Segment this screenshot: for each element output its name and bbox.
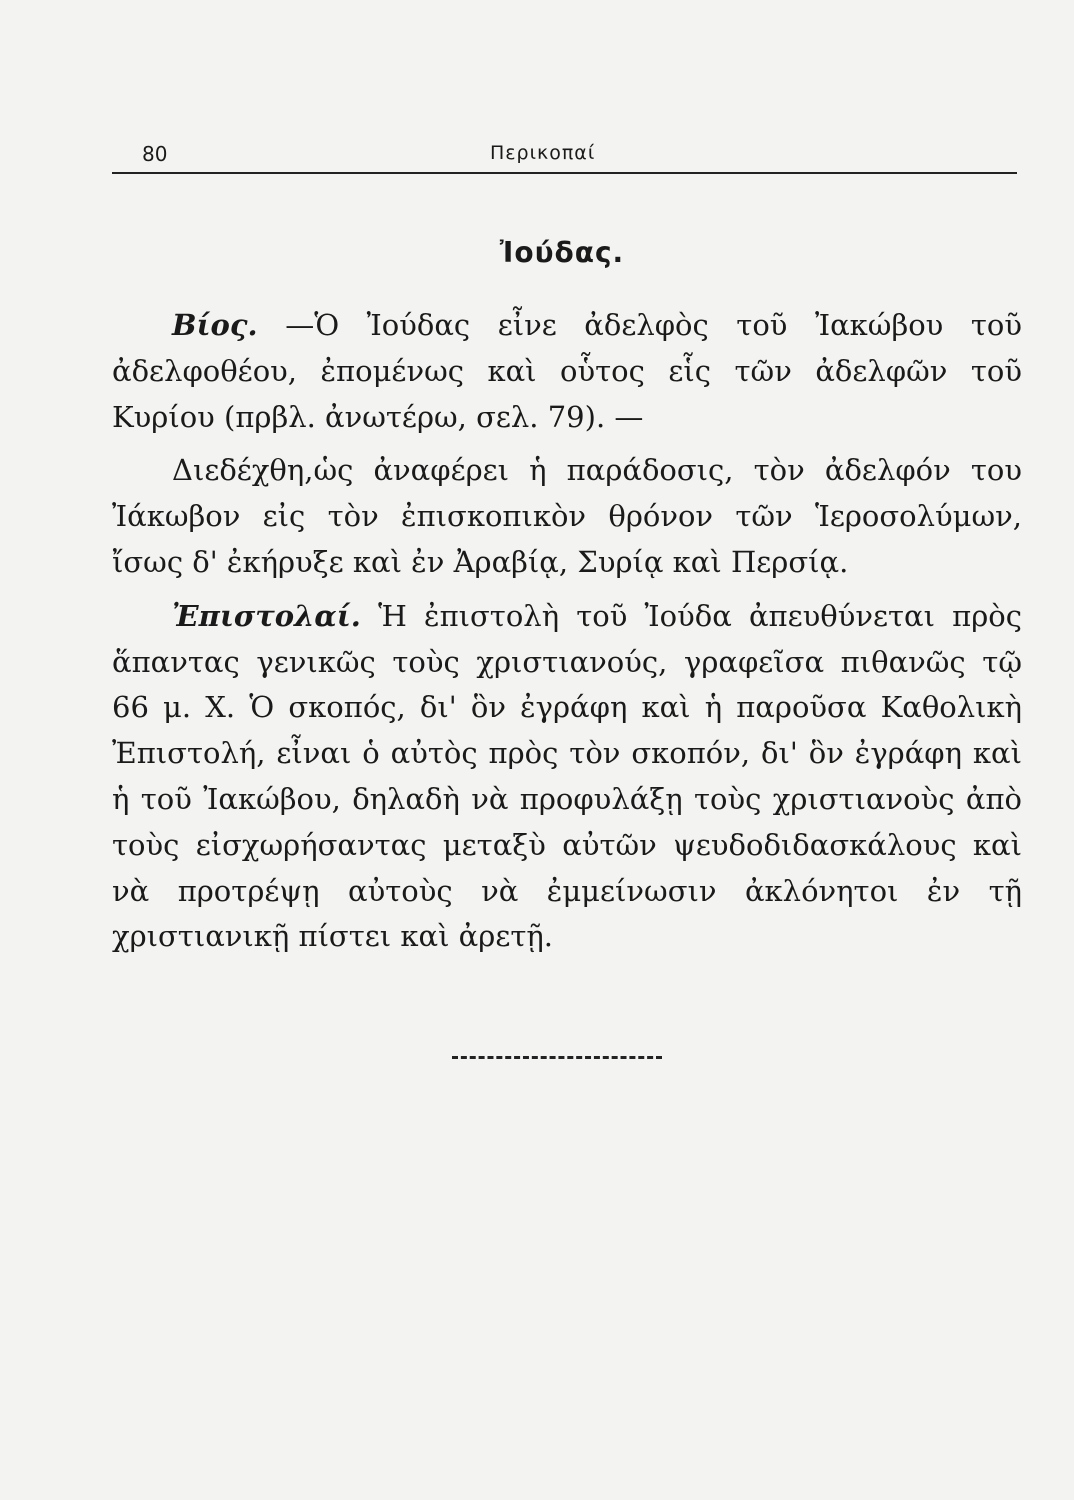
header-rule — [112, 172, 1017, 174]
paragraph-lead-in: Ἐπιστολαί. — [172, 598, 361, 633]
body-text — [112, 303, 1022, 960]
page-number: 80 — [142, 142, 168, 166]
paragraph-text: Ἡ ἐπιστολὴ τοῦ Ἰούδα ἀπευθύνεται πρὸς ἅπαντας γενικῶς τοὺς χριστιανούς, γραφεῖσα πιθανῶς τῷ 66 μ. Χ. Ὁ σκοπός, δι' ὃν ἐγράφη καὶ ἡ παροῦσα Καθολικὴ Ἐπιστολή, εἶναι ὁ αὐτὸς πρὸς τὸν σκοπόν, δι' ὃν ἐγράφη καὶ ἡ τοῦ Ἰακώβου, δηλαδὴ νὰ προφυλάξῃ τοὺς χριστιανοὺς ἀπὸ τοὺς εἰσχωρήσαντας μεταξὺ αὐτῶν ψευδοδιδασκάλους καὶ νὰ προτρέψῃ αὐτοὺς νὰ ἐμμείνωσιν ἀκλόνητοι ἐν τῇ χριστιανικῇ πίστει καὶ ἀρετῇ. — [112, 598, 1022, 954]
end-ornament-rule — [452, 1056, 662, 1063]
paragraph-succession — [112, 448, 1022, 585]
paragraph-text: —Ὁ Ἰούδας εἶνε ἀδελφὸς τοῦ Ἰακώβου τοῦ ἀδελφοθέου, ἐπομένως καὶ οὗτος εἷς τῶν ἀδελφῶν τοῦ Κυρίου (πρβλ. ἀνωτέρω, σελ. 79). — — [112, 308, 1022, 434]
section-title: Ἰούδας. — [499, 236, 625, 269]
running-head: Περικοπαί — [490, 142, 596, 164]
paragraph-text: Διεδέχθη,ὡς ἀναφέρει ἡ παράδοσις, τὸν ἀδελφόν του Ἰάκωβον εἰς τὸν ἐπισκοπικὸν θρόνον τῶν Ἱεροσολύμων, ἴσως δ' ἐκήρυξε καὶ ἐν Ἀραβίᾳ, Συρίᾳ καὶ Περσίᾳ. — [112, 453, 1022, 579]
page-header — [112, 140, 1017, 174]
paragraph-lead-in: Βίος. — [172, 308, 258, 342]
paragraph-bios — [112, 303, 1022, 440]
paragraph-epistolai — [112, 594, 1022, 960]
